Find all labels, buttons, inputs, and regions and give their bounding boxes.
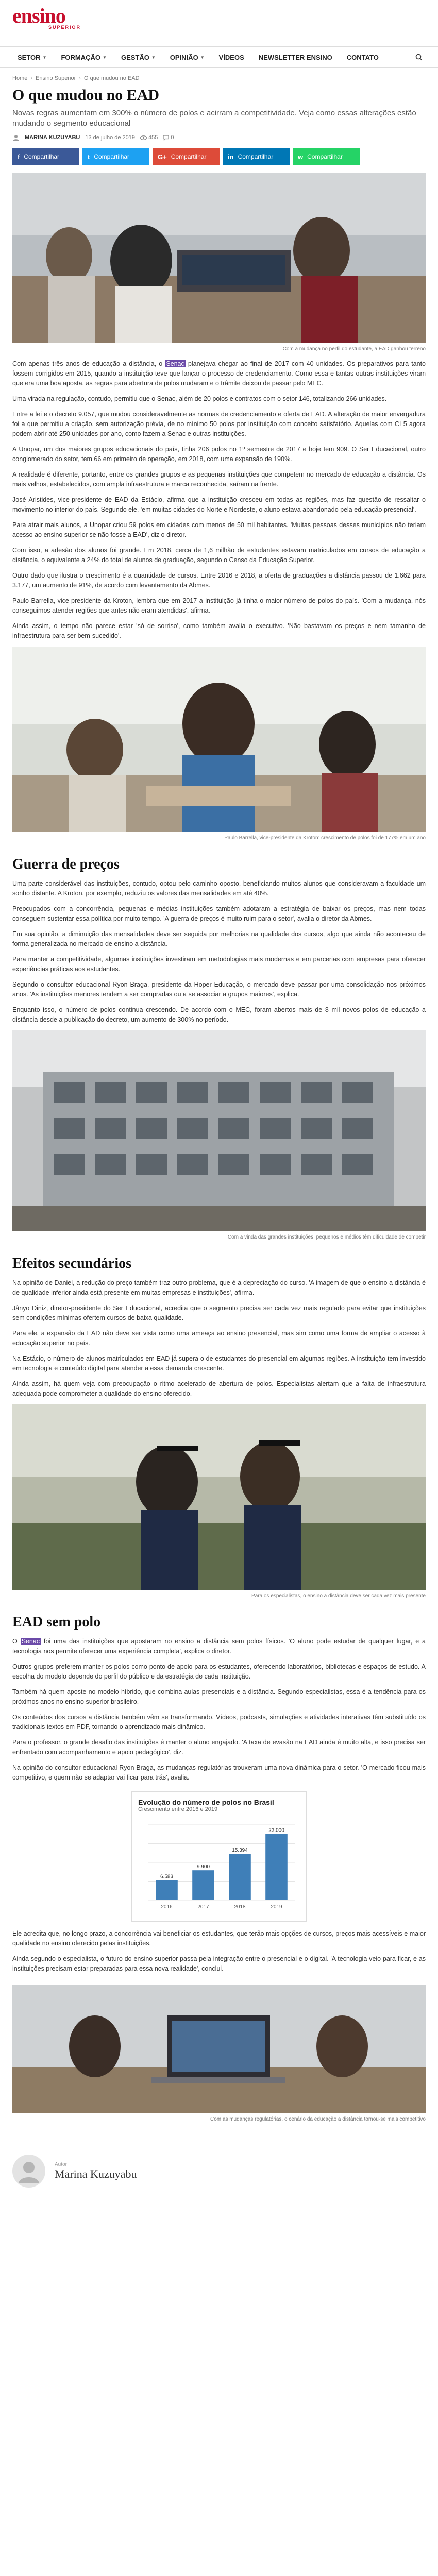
nav-item-label: GESTÃO <box>121 53 149 61</box>
article-paragraph: José Aristides, vice-presidente de EAD da Estácio, afirma que a instituição cresceu em todas as regiões, mas faz questão de ressaltar o movimento no interior do país. Segundo ele, 'em muitas cidades do Norte e Nordeste, o aluno estava abandonado pela educação presencial'. <box>12 496 426 513</box>
laptop-photo <box>12 1985 426 2113</box>
article-paragraph: Na opinião do consultor educacional Ryon Braga, as mudanças regulatórias trouxeram uma nova dinâmica para o setor. 'O mercado ficou mais competitivo, e quem não se adaptar vai ficar para trás', avalia. <box>12 1764 426 1781</box>
site-header <box>0 0 438 46</box>
article-paragraph: Paulo Barrella, vice-presidente da Kroton, lembra que em 2017 a instituição já tinha o maior número de polos do país. 'Com a mudança, nós conseguimos atender regiões que antes não eram atendidas', afirma. <box>12 597 426 614</box>
article-paragraph: Uma parte considerável das instituições, contudo, optou pelo caminho oposto, beneficiando muitos alunos que consideravam a faculdade um sonho distante. A Kroton, por exemplo, reduziu os valores das mensalidades em até 40%. <box>12 880 426 897</box>
breadcrumb <box>0 68 438 84</box>
section-heading: Guerra de preços <box>12 856 120 872</box>
classroom-photo <box>12 173 426 343</box>
paragraph-text: planejava chegar ao final de 2017 com 40 unidades. Os preparativos para tanto fossem corrigidos em 2015, quando a instituição teve que lançar o processo de credenciamento. Como essa e tantas outras instituições viram que era uma boa aposta, as regras para abertura de polos mudaram e o trâmite deixou de passar pelo MEC. <box>12 360 426 387</box>
article-paragraph: Em sua opinião, a diminuição das mensalidades deve ser seguida por melhorias na qualidade dos cursos, algo que ainda não aconteceu de forma generalizada no mercado de ensino a distância. <box>12 930 426 947</box>
nav-item-label: OPINIÃO <box>170 53 198 61</box>
chart-subtitle: Crescimento entre 2016 e 2019 <box>138 1806 218 1812</box>
share-label: Compartilhar <box>307 153 343 160</box>
article-paragraph: Ainda assim, o tempo não parece estar 'só de sorriso', como também avalia o executivo. 'Não bastavam os preços e nem tamanho de infraestrutura para ser bem-sucedido'. <box>12 622 426 639</box>
graduation-photo <box>12 1404 426 1590</box>
article-title: O que mudou no EAD <box>12 87 160 104</box>
article-subtitle: Novas regras aumentam em 300% o número de polos e acirram a competitividade. Veja como essas alterações estão mudando o segmento educacional <box>12 109 416 128</box>
article-paragraph: Entre a lei e o decreto 9.057, que mudou consideravelmente as normas de credenciamento e oferta de EAD. A alteração de maior envergadura foi a que permitiu a criação, sem autorização prévia, de no mínimo 50 polos por instituição com conceito satisfatório. Aquelas com CI 5 agora podem abrir até 250 unidades por ano, como fazem a Senac e outras instituições. <box>12 411 426 437</box>
article-paragraph: Outro dado que ilustra o crescimento é a quantidade de cursos. Entre 2016 e 2018, a oferta de graduações a distância passou de 1.662 para 3.177, um aumento de 91%, de acordo com levantamento da Abmes. <box>12 572 426 589</box>
chart-data-label: 22.000 <box>268 1827 284 1834</box>
share-label: Compartilhar <box>238 153 274 160</box>
google-plus-icon: G+ <box>158 152 167 161</box>
article-paragraph: Para manter a competitividade, algumas instituições investiram em metodologias mais modernas e em parcerias com empresas para oferecer experiências práticas aos estudantes. <box>12 956 426 973</box>
breadcrumb-separator: › <box>79 75 81 81</box>
article-paragraph: Para o professor, o grande desafio das instituições é manter o aluno engajado. 'A taxa de evasão na EAD ainda é muito alta, e isso precisa ser enfrentado com acompanhamento e apoio pedagógico', diz. <box>12 1739 426 1756</box>
nav-item-label: FORMAÇÃO <box>61 53 101 61</box>
article-paragraph <box>0 1637 438 1662</box>
comments-count: 0 <box>171 134 174 141</box>
chevron-down-icon: ▼ <box>42 55 47 60</box>
share-google-button[interactable] <box>153 148 220 165</box>
article-paragraph: Segundo o consultor educacional Ryon Braga, presidente da Hoper Educação, o mercado deve passar por uma consolidação nos próximos anos. 'As instituições menores tendem a ser compradas ou a se associar a grupos maiores', explica. <box>12 981 426 998</box>
paragraph-text: foi uma das instituições que apostaram no ensino a distância sem polos físicos. 'O aluno pode estudar de qualquer lugar, e a tecnologia nos permite oferecer uma experiência completa', explica o diretor. <box>12 1638 426 1655</box>
article-author[interactable]: MARINA KUZUYABU <box>25 134 80 141</box>
chart-bar <box>156 1880 178 1900</box>
linkedin-icon: in <box>228 152 234 161</box>
breadcrumb-section[interactable]: Ensino Superior <box>36 75 76 81</box>
article-paragraph: Preocupados com a concorrência, pequenas e médias instituições também adotaram a estratégia de baixar os preços, mas nem todas conseguem sustentar essa política por muito tempo. 'A guerra de preços é muito ruim para o setor', avalia o diretor da Abmes. <box>12 905 426 922</box>
chevron-down-icon: ▼ <box>151 55 156 60</box>
nav-item-label: CONTATO <box>346 53 379 61</box>
chart-bar <box>192 1870 214 1900</box>
nav-item-label: SETOR <box>18 53 41 61</box>
chart-data-label: 9.900 <box>196 1864 210 1870</box>
breadcrumb-separator: › <box>30 75 33 81</box>
article-paragraph: Outros grupos preferem manter os polos como ponto de apoio para os estudantes, oferecendo laboratórios, bibliotecas e espaços de estudo. A escolha do modelo depende do perfil do público e da estratégia de cada instituição. <box>12 1663 426 1680</box>
search-button[interactable] <box>410 46 428 68</box>
article-image <box>12 1030 426 1231</box>
article-paragraph: Também há quem aposte no modelo híbrido, que combina aulas presenciais e a distância. Segundo especialistas, essa é a tendência para os próximos anos no ensino superior brasileiro. <box>12 1688 426 1705</box>
twitter-icon: t <box>88 152 90 161</box>
article-paragraph: Ele acredita que, no longo prazo, a concorrência vai beneficiar os estudantes, que terão mais opções de cursos, preços mais acessíveis e maior qualidade no ensino oferecido pelas instituições. <box>12 1930 426 1947</box>
author-avatar[interactable] <box>12 2155 45 2188</box>
chart-tick-label: 2019 <box>271 1904 282 1910</box>
article-paragraph <box>0 359 438 394</box>
figure-caption: Paulo Barrella, vice-presidente da Kroton: crescimento de polos foi de 177% em um ano <box>224 835 426 841</box>
author-box <box>12 2145 426 2197</box>
share-facebook-button[interactable] <box>12 148 79 165</box>
author-name[interactable]: Marina Kuzuyabu <box>55 2167 137 2180</box>
students-photo <box>12 647 426 832</box>
article-image <box>12 647 426 832</box>
nav-item-v-deos[interactable] <box>212 54 251 61</box>
nav-item-opini-o[interactable] <box>163 54 212 61</box>
article-paragraph: Ainda assim, há quem veja com preocupação o ritmo acelerado de abertura de polos. Especialistas alertam que a falta de infraestrutura adequada pode comprometer a qualidade do ensino oferecido. <box>12 1380 426 1397</box>
article-paragraph: Jânyo Diniz, diretor-presidente do Ser Educacional, acredita que o segmento precisa ser cada vez mais regulado para evitar que instituições sem condições mínimas ofertem cursos de baixa qualidade. <box>12 1304 426 1321</box>
article-image <box>12 1985 426 2113</box>
article-paragraph: Para atrair mais alunos, a Unopar criou 59 polos em cidades com menos de 50 mil habitantes. 'Muitas pessoas desses municípios não teriam acesso ao ensino superior se não fosse a EAD', diz o diretor. <box>12 521 426 538</box>
share-whatsapp-button[interactable] <box>293 148 360 165</box>
chart-title: Evolução do número de polos no Brasil <box>138 1798 274 1806</box>
share-twitter-button[interactable] <box>82 148 149 165</box>
article-paragraph: Para ele, a expansão da EAD não deve ser vista como uma ameaça ao ensino presencial, mas sim como uma forma de ampliar o acesso à educação superior no país. <box>12 1330 426 1347</box>
article-paragraph: Na Estácio, o número de alunos matriculados em EAD já supera o de estudantes do presencial em algumas regiões. A instituição tem investido em tecnologia e conteúdo digital para atender a essa demanda crescente. <box>12 1355 426 1372</box>
breadcrumb-home[interactable]: Home <box>12 75 28 81</box>
share-linkedin-button[interactable] <box>223 148 290 165</box>
article-paragraph: Ainda segundo o especialista, o futuro do ensino superior passa pela integração entre o presencial e o digital. 'A tecnologia veio para ficar, e as instituições precisam estar preparadas para essa nova realidade', conclui. <box>12 1955 426 1972</box>
author-label: Autor <box>55 2161 67 2167</box>
article-paragraph: Os conteúdos dos cursos a distância também vêm se transformando. Vídeos, podcasts, simulações e atividades interativas têm substituído os tradicionais textos em PDF, tornando o aprendizado mais dinâmico. <box>12 1714 426 1731</box>
chevron-down-icon: ▼ <box>200 55 205 60</box>
search-icon <box>415 54 423 61</box>
article-meta <box>0 134 438 148</box>
chart-tick-label: 2018 <box>234 1904 246 1910</box>
article-date: 13 de julho de 2019 <box>85 134 136 141</box>
nav-item-label: VÍDEOS <box>218 53 244 61</box>
article-paragraph: A Unopar, um dos maiores grupos educacionais do país, tinha 206 polos no 1º semestre de 2017 e hoje tem 909. O Ser Educacional, outro conglomerado do setor, tem 66 em primeiro de operação, em 2018, com uma expansão de 190%. <box>12 446 426 463</box>
article-views <box>140 134 158 141</box>
article-image <box>12 1404 426 1590</box>
building-photo <box>12 1030 426 1231</box>
page-footer-space <box>0 2197 438 2576</box>
chart-bar <box>229 1854 251 1900</box>
article-hero-image <box>12 173 426 343</box>
chart-tick-label: 2016 <box>161 1904 173 1910</box>
share-label: Compartilhar <box>94 153 130 160</box>
author-avatar-icon <box>12 134 20 141</box>
chart-svg <box>138 1815 300 1912</box>
chart-data-label: 15.394 <box>232 1848 248 1854</box>
nav-item-gest-o[interactable] <box>114 54 163 61</box>
nav-item-contato[interactable] <box>340 54 386 61</box>
chart-tick-label: 2017 <box>197 1904 209 1910</box>
nav-item-setor[interactable] <box>10 54 54 61</box>
figure-caption: Com a mudança no perfil do estudante, a EAD ganhou terreno <box>282 346 426 352</box>
paragraph-text: Com apenas três anos de educação a distância, o <box>12 360 165 367</box>
chart-data-label: 6.583 <box>160 1874 174 1880</box>
nav-item-forma-o[interactable] <box>54 54 113 61</box>
author-info <box>55 2162 137 2181</box>
highlighted-term[interactable]: Senac <box>21 1638 40 1645</box>
main-nav <box>0 46 438 68</box>
section-heading: EAD sem polo <box>12 1614 101 1630</box>
article-comments[interactable] <box>163 134 174 141</box>
whatsapp-icon: w <box>298 152 304 161</box>
article-paragraph: Com isso, a adesão dos alunos foi grande. Em 2018, cerca de 1,6 milhão de estudantes estavam matriculados em cursos de educação a distância, o equivalente a 24% do total de alunos de graduação, segundo o Censo da Educação Superior. <box>12 547 426 564</box>
article-paragraph: Na opinião de Daniel, a redução do preço também traz outro problema, que é a depreciação do curso. 'A imagem de que o ensino a distância é de qualidade inferior ainda está presente em muitas empresas e instituições', afirma. <box>12 1279 426 1296</box>
article-paragraph: Enquanto isso, o número de polos continua crescendo. De acordo com o MEC, foram abertos mais de 8 mil novos polos de educação a distância desde a publicação do decreto, um aumento de 300% no período. <box>12 1006 426 1023</box>
paragraph-text: O <box>12 1638 21 1645</box>
highlighted-term[interactable]: Senac <box>166 360 184 367</box>
nav-item-newsletter-ensino[interactable] <box>251 54 340 61</box>
facebook-icon: f <box>18 152 20 161</box>
figure-caption: Com as mudanças regulatórias, o cenário da educação a distância tornou-se mais competitivo <box>210 2116 426 2122</box>
polos-chart <box>131 1791 307 1922</box>
article-paragraph: A realidade é diferente, portanto, entre os grandes grupos e as pequenas instituições que competem no mercado de educação a distância. Os mais velhos, estabelecidos, com ampla infraestrutura e marca reconhecida, saíram na frente. <box>12 471 426 488</box>
share-bar <box>0 148 438 173</box>
site-logo-subtitle: SUPERIOR <box>48 25 81 30</box>
chart-bar <box>265 1834 288 1900</box>
share-label: Compartilhar <box>24 153 60 160</box>
share-label: Compartilhar <box>171 153 207 160</box>
eye-icon <box>140 135 147 140</box>
figure-caption: Para os especialistas, o ensino a distância deve ser cada vez mais presente <box>251 1593 426 1599</box>
chevron-down-icon: ▼ <box>103 55 107 60</box>
section-heading: Efeitos secundários <box>12 1256 131 1272</box>
figure-caption: Com a vinda das grandes instituições, pequenos e médios têm dificuldade de competir <box>227 1234 426 1240</box>
article-paragraph: Uma virada na regulação, contudo, permitiu que o Senac, além de 20 polos e contratos com o setor 146, totalizando 266 unidades. <box>12 395 387 402</box>
views-count: 455 <box>148 134 158 141</box>
nav-item-label: NEWSLETTER ENSINO <box>258 53 332 61</box>
site-logo[interactable]: ensino <box>12 4 65 27</box>
breadcrumb-current: O que mudou no EAD <box>83 75 140 81</box>
comment-icon <box>163 135 169 141</box>
